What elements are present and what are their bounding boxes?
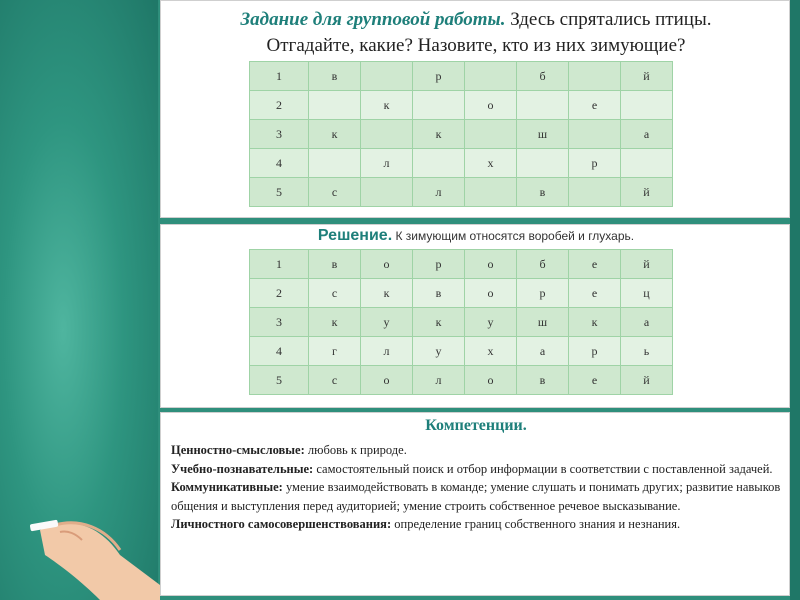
hand-with-chalk-image (0, 470, 160, 600)
solution-letter-cell: ь (621, 337, 673, 366)
task-row (250, 62, 673, 91)
task-letter-cell: е (569, 91, 621, 120)
competency-label: Коммуникативные: (171, 480, 283, 494)
solution-letter-cell: а (517, 337, 569, 366)
task-title (161, 7, 791, 59)
task-title-rest: Здесь спрятались птицы. (505, 9, 712, 30)
solution-letter-cell: в (413, 279, 465, 308)
competencies-panel (160, 412, 790, 596)
solution-row-number: 3 (250, 308, 309, 337)
solution-letter-cell: а (621, 308, 673, 337)
chalkboard-edge (790, 0, 800, 600)
task-letter-cell: р (569, 149, 621, 178)
task-row-number: 4 (250, 149, 309, 178)
task-row (250, 120, 673, 149)
solution-row (250, 366, 673, 395)
solution-row (250, 250, 673, 279)
solution-letter-cell: ц (621, 279, 673, 308)
solution-letter-cell: ш (517, 308, 569, 337)
solution-letter-cell: в (517, 366, 569, 395)
solution-panel (160, 224, 790, 408)
solution-letter-cell: л (361, 337, 413, 366)
task-letter-cell (361, 178, 413, 207)
task-letter-cell: к (413, 120, 465, 149)
solution-letter-cell: у (465, 308, 517, 337)
solution-table (249, 249, 673, 395)
solution-letter-cell: е (569, 250, 621, 279)
task-letter-cell (569, 120, 621, 149)
solution-letter-cell: г (309, 337, 361, 366)
task-letter-cell (621, 149, 673, 178)
task-letter-cell (621, 91, 673, 120)
solution-letter-cell: к (569, 308, 621, 337)
solution-letter-cell: р (569, 337, 621, 366)
task-row (250, 91, 673, 120)
task-letter-cell (569, 62, 621, 91)
task-letter-cell: ш (517, 120, 569, 149)
solution-row-number: 5 (250, 366, 309, 395)
task-letter-cell (465, 120, 517, 149)
solution-title-highlight: Решение. (317, 227, 393, 244)
task-letter-cell (517, 91, 569, 120)
task-letter-cell (413, 91, 465, 120)
task-letter-cell: а (621, 120, 673, 149)
solution-letter-cell: у (413, 337, 465, 366)
solution-letter-cell: е (569, 366, 621, 395)
solution-row-number: 1 (250, 250, 309, 279)
solution-title (161, 227, 791, 245)
solution-letter-cell: о (465, 279, 517, 308)
task-row-number: 2 (250, 91, 309, 120)
solution-letter-cell: л (413, 366, 465, 395)
task-letter-cell: й (621, 62, 673, 91)
competency-text: определение границ собственного знания и незнания. (391, 517, 681, 531)
task-letter-cell: к (361, 91, 413, 120)
task-letter-cell: с (309, 178, 361, 207)
task-letter-cell (517, 149, 569, 178)
task-letter-cell: в (517, 178, 569, 207)
competency-item (171, 515, 781, 534)
solution-row-number: 4 (250, 337, 309, 366)
solution-title-rest: К зимующим относятся воробей и глухарь. (392, 229, 635, 243)
solution-letter-cell: е (569, 279, 621, 308)
solution-letter-cell: в (309, 250, 361, 279)
solution-letter-cell: й (621, 366, 673, 395)
task-letter-cell (465, 62, 517, 91)
solution-letter-cell: х (465, 337, 517, 366)
solution-letter-cell: о (361, 366, 413, 395)
competency-label: Ценностно-смысловые: (171, 443, 305, 457)
task-letter-cell (413, 149, 465, 178)
competency-text: умение взаимодействовать в команде; умение слушать и понимать других; развитие навыков общения и выступления перед аудиторией; умение строить собственное речевое высказывание. (171, 480, 781, 513)
competency-label: Учебно-познавательные: (171, 461, 314, 476)
solution-letter-cell: о (361, 250, 413, 279)
task-row-number: 3 (250, 120, 309, 149)
solution-letter-cell: к (361, 279, 413, 308)
task-letter-cell: в (309, 62, 361, 91)
task-panel (160, 0, 790, 218)
task-letter-cell: й (621, 178, 673, 207)
competencies-title: Компетенции. (425, 417, 527, 434)
competencies-list (171, 441, 781, 534)
task-row-number: 1 (250, 62, 309, 91)
task-letter-cell (361, 62, 413, 91)
competency-text: самостоятельный поиск и отбор информации в соответствии с поставленной задачей. (313, 461, 773, 476)
competency-item (171, 460, 781, 479)
task-table (249, 61, 673, 207)
competency-label: Личностного самосовершенствования: (171, 517, 392, 531)
solution-row-number: 2 (250, 279, 309, 308)
task-row-number: 5 (250, 178, 309, 207)
solution-letter-cell: р (517, 279, 569, 308)
solution-letter-cell: о (465, 366, 517, 395)
competency-text: любовь к природе. (304, 443, 407, 457)
solution-letter-cell: р (413, 250, 465, 279)
task-letter-cell: к (309, 120, 361, 149)
solution-letter-cell: о (465, 250, 517, 279)
solution-letter-cell: б (517, 250, 569, 279)
task-letter-cell (361, 120, 413, 149)
task-letter-cell: х (465, 149, 517, 178)
solution-row (250, 279, 673, 308)
solution-letter-cell: с (309, 279, 361, 308)
solution-letter-cell: й (621, 250, 673, 279)
task-letter-cell: о (465, 91, 517, 120)
task-row (250, 149, 673, 178)
task-title-highlight: Задание для групповой работы. (240, 9, 506, 30)
task-letter-cell: л (361, 149, 413, 178)
competency-item (171, 441, 781, 460)
task-letter-cell (309, 149, 361, 178)
solution-letter-cell: с (309, 366, 361, 395)
task-letter-cell (309, 91, 361, 120)
solution-row (250, 337, 673, 366)
competency-item (171, 478, 781, 515)
solution-letter-cell: к (309, 308, 361, 337)
task-letter-cell: б (517, 62, 569, 91)
task-letter-cell (569, 178, 621, 207)
solution-letter-cell: у (361, 308, 413, 337)
solution-row (250, 308, 673, 337)
task-title-line2: Отгадайте, какие? Назовите, кто из них зимующие? (266, 35, 686, 56)
task-letter-cell (465, 178, 517, 207)
task-row (250, 178, 673, 207)
solution-letter-cell: к (413, 308, 465, 337)
task-letter-cell: л (413, 178, 465, 207)
task-letter-cell: р (413, 62, 465, 91)
